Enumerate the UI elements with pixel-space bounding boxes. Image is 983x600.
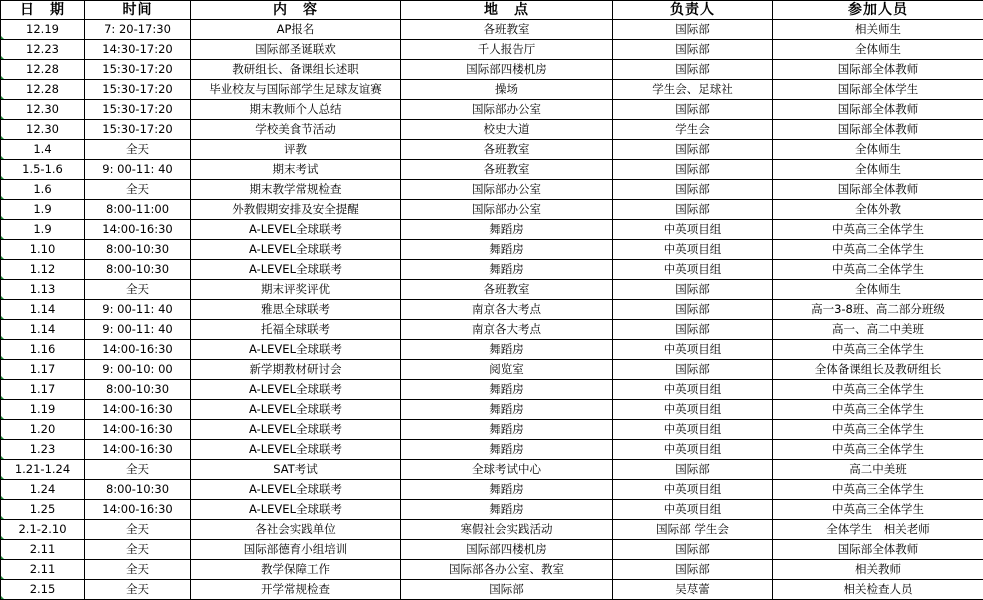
cell-participants[interactable]: 高一、高二中美班 [773,320,983,340]
table-row [1,580,983,600]
cell-date[interactable]: 1.16 [1,340,85,360]
cell-participants[interactable]: 国际部全体教师 [773,120,983,140]
cell-location[interactable]: 舞蹈房 [401,260,613,280]
cell-owner[interactable]: 吴荩蕾 [613,580,773,600]
table-row [1,40,983,60]
cell-date[interactable]: 2.1-2.10 [1,520,85,540]
cell-participants[interactable]: 相关检查人员 [773,580,983,600]
cell-participants[interactable]: 全体师生 [773,280,983,300]
cell-time[interactable]: 14:00-16:30 [85,400,191,420]
cell-content[interactable]: A-LEVEL全球联考 [191,400,401,420]
cell-date[interactable]: 12.28 [1,80,85,100]
table-row [1,220,983,240]
cell-date[interactable]: 1.17 [1,380,85,400]
cell-content[interactable]: A-LEVEL全球联考 [191,240,401,260]
header-owner[interactable]: 负责人 [613,1,773,20]
cell-location[interactable]: 千人报告厅 [401,40,613,60]
cell-time[interactable]: 全天 [85,580,191,600]
cell-owner[interactable]: 中英项目组 [613,260,773,280]
cell-location[interactable]: 国际部办公室 [401,100,613,120]
cell-location[interactable]: 舞蹈房 [401,240,613,260]
cell-time[interactable]: 8:00-10:30 [85,260,191,280]
cell-owner[interactable]: 中英项目组 [613,220,773,240]
cell-participants[interactable]: 国际部全体教师 [773,100,983,120]
cell-time[interactable]: 14:00-16:30 [85,500,191,520]
cell-date[interactable]: 1.14 [1,320,85,340]
cell-date[interactable]: 1.24 [1,480,85,500]
cell-participants[interactable]: 中英高二全体学生 [773,240,983,260]
cell-time[interactable]: 8:00-10:30 [85,480,191,500]
cell-time[interactable]: 9: 00-11: 40 [85,320,191,340]
cell-content[interactable]: A-LEVEL全球联考 [191,340,401,360]
cell-content[interactable]: A-LEVEL全球联考 [191,260,401,280]
cell-participants[interactable]: 中英高三全体学生 [773,400,983,420]
cell-time[interactable]: 全天 [85,460,191,480]
table-row [1,140,983,160]
cell-location[interactable]: 舞蹈房 [401,380,613,400]
cell-participants[interactable]: 相关教师 [773,560,983,580]
cell-participants[interactable]: 中英高三全体学生 [773,220,983,240]
cell-owner[interactable]: 国际部 [613,100,773,120]
table-row [1,20,983,40]
cell-participants[interactable]: 高一3-8班、高二部分班级 [773,300,983,320]
cell-time[interactable]: 全天 [85,560,191,580]
cell-time[interactable]: 14:00-16:30 [85,340,191,360]
cell-owner[interactable]: 中英项目组 [613,340,773,360]
cell-content[interactable]: SAT考试 [191,460,401,480]
header-row [1,1,983,20]
cell-date[interactable]: 2.11 [1,560,85,580]
cell-participants[interactable]: 全体外教 [773,200,983,220]
cell-location[interactable]: 南京各大考点 [401,300,613,320]
cell-date[interactable]: 1.21-1.24 [1,460,85,480]
cell-time[interactable]: 全天 [85,520,191,540]
cell-participants[interactable]: 国际部全体教师 [773,60,983,80]
cell-time[interactable]: 8:00-11:00 [85,200,191,220]
table-row [1,80,983,100]
cell-time[interactable]: 15:30-17:20 [85,60,191,80]
cell-date[interactable]: 12.30 [1,120,85,140]
cell-participants[interactable]: 全体师生 [773,160,983,180]
cell-time[interactable]: 9: 00-10: 00 [85,360,191,380]
table-row [1,160,983,180]
cell-time[interactable]: 7: 20-17:30 [85,20,191,40]
cell-content[interactable]: 托福全球联考 [191,320,401,340]
cell-participants[interactable]: 全体学生 相关老师 [773,520,983,540]
cell-content[interactable]: A-LEVEL全球联考 [191,500,401,520]
table-row [1,460,983,480]
table-row [1,520,983,540]
table-row [1,200,983,220]
cell-owner[interactable]: 中英项目组 [613,480,773,500]
cell-date[interactable]: 12.19 [1,20,85,40]
table-row [1,120,983,140]
cell-time[interactable]: 15:30-17:20 [85,80,191,100]
cell-date[interactable]: 12.30 [1,100,85,120]
cell-date[interactable]: 1.4 [1,140,85,160]
cell-location[interactable]: 阅览室 [401,360,613,380]
cell-location[interactable]: 舞蹈房 [401,440,613,460]
cell-content[interactable]: AP报名 [191,20,401,40]
cell-content[interactable]: A-LEVEL全球联考 [191,440,401,460]
cell-location[interactable]: 国际部四楼机房 [401,540,613,560]
cell-location[interactable]: 全球考试中心 [401,460,613,480]
cell-owner[interactable]: 国际部 [613,560,773,580]
cell-content[interactable]: 国际部圣诞联欢 [191,40,401,60]
cell-owner[interactable]: 学生会 [613,120,773,140]
cell-date[interactable]: 1.12 [1,260,85,280]
cell-participants[interactable]: 全体师生 [773,140,983,160]
cell-location[interactable]: 各班教室 [401,140,613,160]
cell-owner[interactable]: 国际部 [613,200,773,220]
cell-content[interactable]: 学校美食节活动 [191,120,401,140]
cell-participants[interactable]: 高二中美班 [773,460,983,480]
cell-time[interactable]: 8:00-10:30 [85,380,191,400]
cell-participants[interactable]: 国际部全体学生 [773,80,983,100]
cell-location[interactable]: 国际部办公室 [401,200,613,220]
cell-date[interactable]: 2.11 [1,540,85,560]
cell-participants[interactable]: 中英高二全体学生 [773,260,983,280]
cell-time[interactable]: 14:00-16:30 [85,220,191,240]
cell-owner[interactable]: 国际部 [613,60,773,80]
cell-date[interactable]: 1.17 [1,360,85,380]
cell-owner[interactable]: 国际部 [613,140,773,160]
cell-owner[interactable]: 中英项目组 [613,440,773,460]
cell-date[interactable]: 1.13 [1,280,85,300]
cell-owner[interactable]: 中英项目组 [613,420,773,440]
cell-owner[interactable]: 中英项目组 [613,400,773,420]
table-row [1,340,983,360]
cell-date[interactable]: 1.6 [1,180,85,200]
table-row [1,400,983,420]
table-row [1,100,983,120]
cell-content[interactable]: 毕业校友与国际部学生足球友谊赛 [191,80,401,100]
cell-participants[interactable]: 全体备课组长及教研组长 [773,360,983,380]
cell-time[interactable]: 全天 [85,180,191,200]
cell-date[interactable]: 1.25 [1,500,85,520]
cell-participants[interactable]: 中英高三全体学生 [773,380,983,400]
table-row [1,420,983,440]
cell-location[interactable]: 寒假社会实践活动 [401,520,613,540]
cell-time[interactable]: 全天 [85,540,191,560]
cell-participants[interactable]: 国际部全体教师 [773,180,983,200]
cell-owner[interactable]: 中英项目组 [613,240,773,260]
cell-owner[interactable]: 中英项目组 [613,380,773,400]
cell-content[interactable]: 外教假期安排及安全提醒 [191,200,401,220]
cell-content[interactable]: 各社会实践单位 [191,520,401,540]
cell-location[interactable]: 舞蹈房 [401,480,613,500]
cell-location[interactable]: 国际部办公室 [401,180,613,200]
cell-content[interactable]: 教学保障工作 [191,560,401,580]
cell-content[interactable]: 开学常规检查 [191,580,401,600]
cell-time[interactable]: 全天 [85,280,191,300]
cell-owner[interactable]: 学生会、足球社 [613,80,773,100]
cell-participants[interactable]: 中英高三全体学生 [773,440,983,460]
cell-content[interactable]: A-LEVEL全球联考 [191,380,401,400]
cell-location[interactable]: 各班教室 [401,160,613,180]
cell-owner[interactable]: 国际部 [613,540,773,560]
cell-time[interactable]: 9: 00-11: 40 [85,160,191,180]
cell-participants[interactable]: 中英高三全体学生 [773,420,983,440]
cell-date[interactable]: 12.28 [1,60,85,80]
cell-location[interactable]: 各班教室 [401,280,613,300]
cell-owner[interactable]: 国际部 [613,20,773,40]
cell-time[interactable]: 14:00-16:30 [85,420,191,440]
cell-content[interactable]: 期末教师个人总结 [191,100,401,120]
cell-participants[interactable]: 国际部全体教师 [773,540,983,560]
table-body [1,20,983,600]
cell-date[interactable]: 1.5-1.6 [1,160,85,180]
cell-participants[interactable]: 中英高三全体学生 [773,340,983,360]
cell-owner[interactable]: 国际部 [613,360,773,380]
table-row [1,500,983,520]
cell-time[interactable]: 15:30-17:20 [85,100,191,120]
cell-time[interactable]: 全天 [85,140,191,160]
cell-date[interactable]: 12.23 [1,40,85,60]
cell-owner[interactable]: 国际部 [613,460,773,480]
table-row [1,540,983,560]
cell-location[interactable]: 舞蹈房 [401,340,613,360]
cell-date[interactable]: 1.19 [1,400,85,420]
cell-content[interactable]: 雅思全球联考 [191,300,401,320]
table-row [1,440,983,460]
cell-participants[interactable]: 全体师生 [773,40,983,60]
cell-content[interactable]: 评教 [191,140,401,160]
cell-date[interactable]: 1.10 [1,240,85,260]
table-row [1,300,983,320]
cell-time[interactable]: 8:00-10:30 [85,240,191,260]
cell-owner[interactable]: 国际部 [613,40,773,60]
cell-location[interactable]: 舞蹈房 [401,500,613,520]
cell-content[interactable]: A-LEVEL全球联考 [191,480,401,500]
cell-content[interactable]: 期末教学常规检查 [191,180,401,200]
cell-owner[interactable]: 国际部 [613,160,773,180]
header-location[interactable]: 地 点 [401,1,613,20]
cell-location[interactable]: 国际部四楼机房 [401,60,613,80]
cell-content[interactable]: 国际部德育小组培训 [191,540,401,560]
cell-location[interactable]: 舞蹈房 [401,400,613,420]
cell-location[interactable]: 操场 [401,80,613,100]
cell-participants[interactable]: 相关师生 [773,20,983,40]
header-participants[interactable]: 参加人员 [773,1,983,20]
cell-location[interactable]: 校史大道 [401,120,613,140]
cell-content[interactable]: 期末考试 [191,160,401,180]
cell-time[interactable]: 14:00-16:30 [85,440,191,460]
cell-date[interactable]: 2.15 [1,580,85,600]
table-row [1,560,983,580]
table-row [1,280,983,300]
cell-date[interactable]: 1.20 [1,420,85,440]
table-row [1,240,983,260]
cell-content[interactable]: A-LEVEL全球联考 [191,220,401,240]
cell-participants[interactable]: 中英高三全体学生 [773,500,983,520]
table-row [1,360,983,380]
cell-date[interactable]: 1.9 [1,200,85,220]
cell-location[interactable]: 舞蹈房 [401,220,613,240]
cell-date[interactable]: 1.23 [1,440,85,460]
cell-owner[interactable]: 国际部 [613,300,773,320]
table-row [1,480,983,500]
cell-location[interactable]: 各班教室 [401,20,613,40]
header-date[interactable]: 日 期 [1,1,85,20]
table-row [1,320,983,340]
header-time[interactable]: 时间 [85,1,191,20]
cell-time[interactable]: 15:30-17:20 [85,120,191,140]
cell-location[interactable]: 国际部 [401,580,613,600]
cell-content[interactable]: 期末评奖评优 [191,280,401,300]
table-row [1,380,983,400]
table-row [1,260,983,280]
cell-date[interactable]: 1.9 [1,220,85,240]
cell-owner[interactable]: 中英项目组 [613,500,773,520]
cell-participants[interactable]: 中英高三全体学生 [773,480,983,500]
cell-location[interactable]: 南京各大考点 [401,320,613,340]
cell-date[interactable]: 1.14 [1,300,85,320]
cell-location[interactable]: 国际部各办公室、教室 [401,560,613,580]
cell-owner[interactable]: 国际部 [613,180,773,200]
header-content[interactable]: 内 容 [191,1,401,20]
table-row [1,60,983,80]
cell-content[interactable]: 教研组长、备课组长述职 [191,60,401,80]
table-row [1,180,983,200]
cell-time[interactable]: 9: 00-11: 40 [85,300,191,320]
cell-content[interactable]: A-LEVEL全球联考 [191,420,401,440]
cell-owner[interactable]: 国际部 [613,320,773,340]
cell-owner[interactable]: 国际部 [613,280,773,300]
cell-time[interactable]: 14:30-17:20 [85,40,191,60]
cell-content[interactable]: 新学期教材研讨会 [191,360,401,380]
cell-location[interactable]: 舞蹈房 [401,420,613,440]
cell-owner[interactable]: 国际部 学生会 [613,520,773,540]
